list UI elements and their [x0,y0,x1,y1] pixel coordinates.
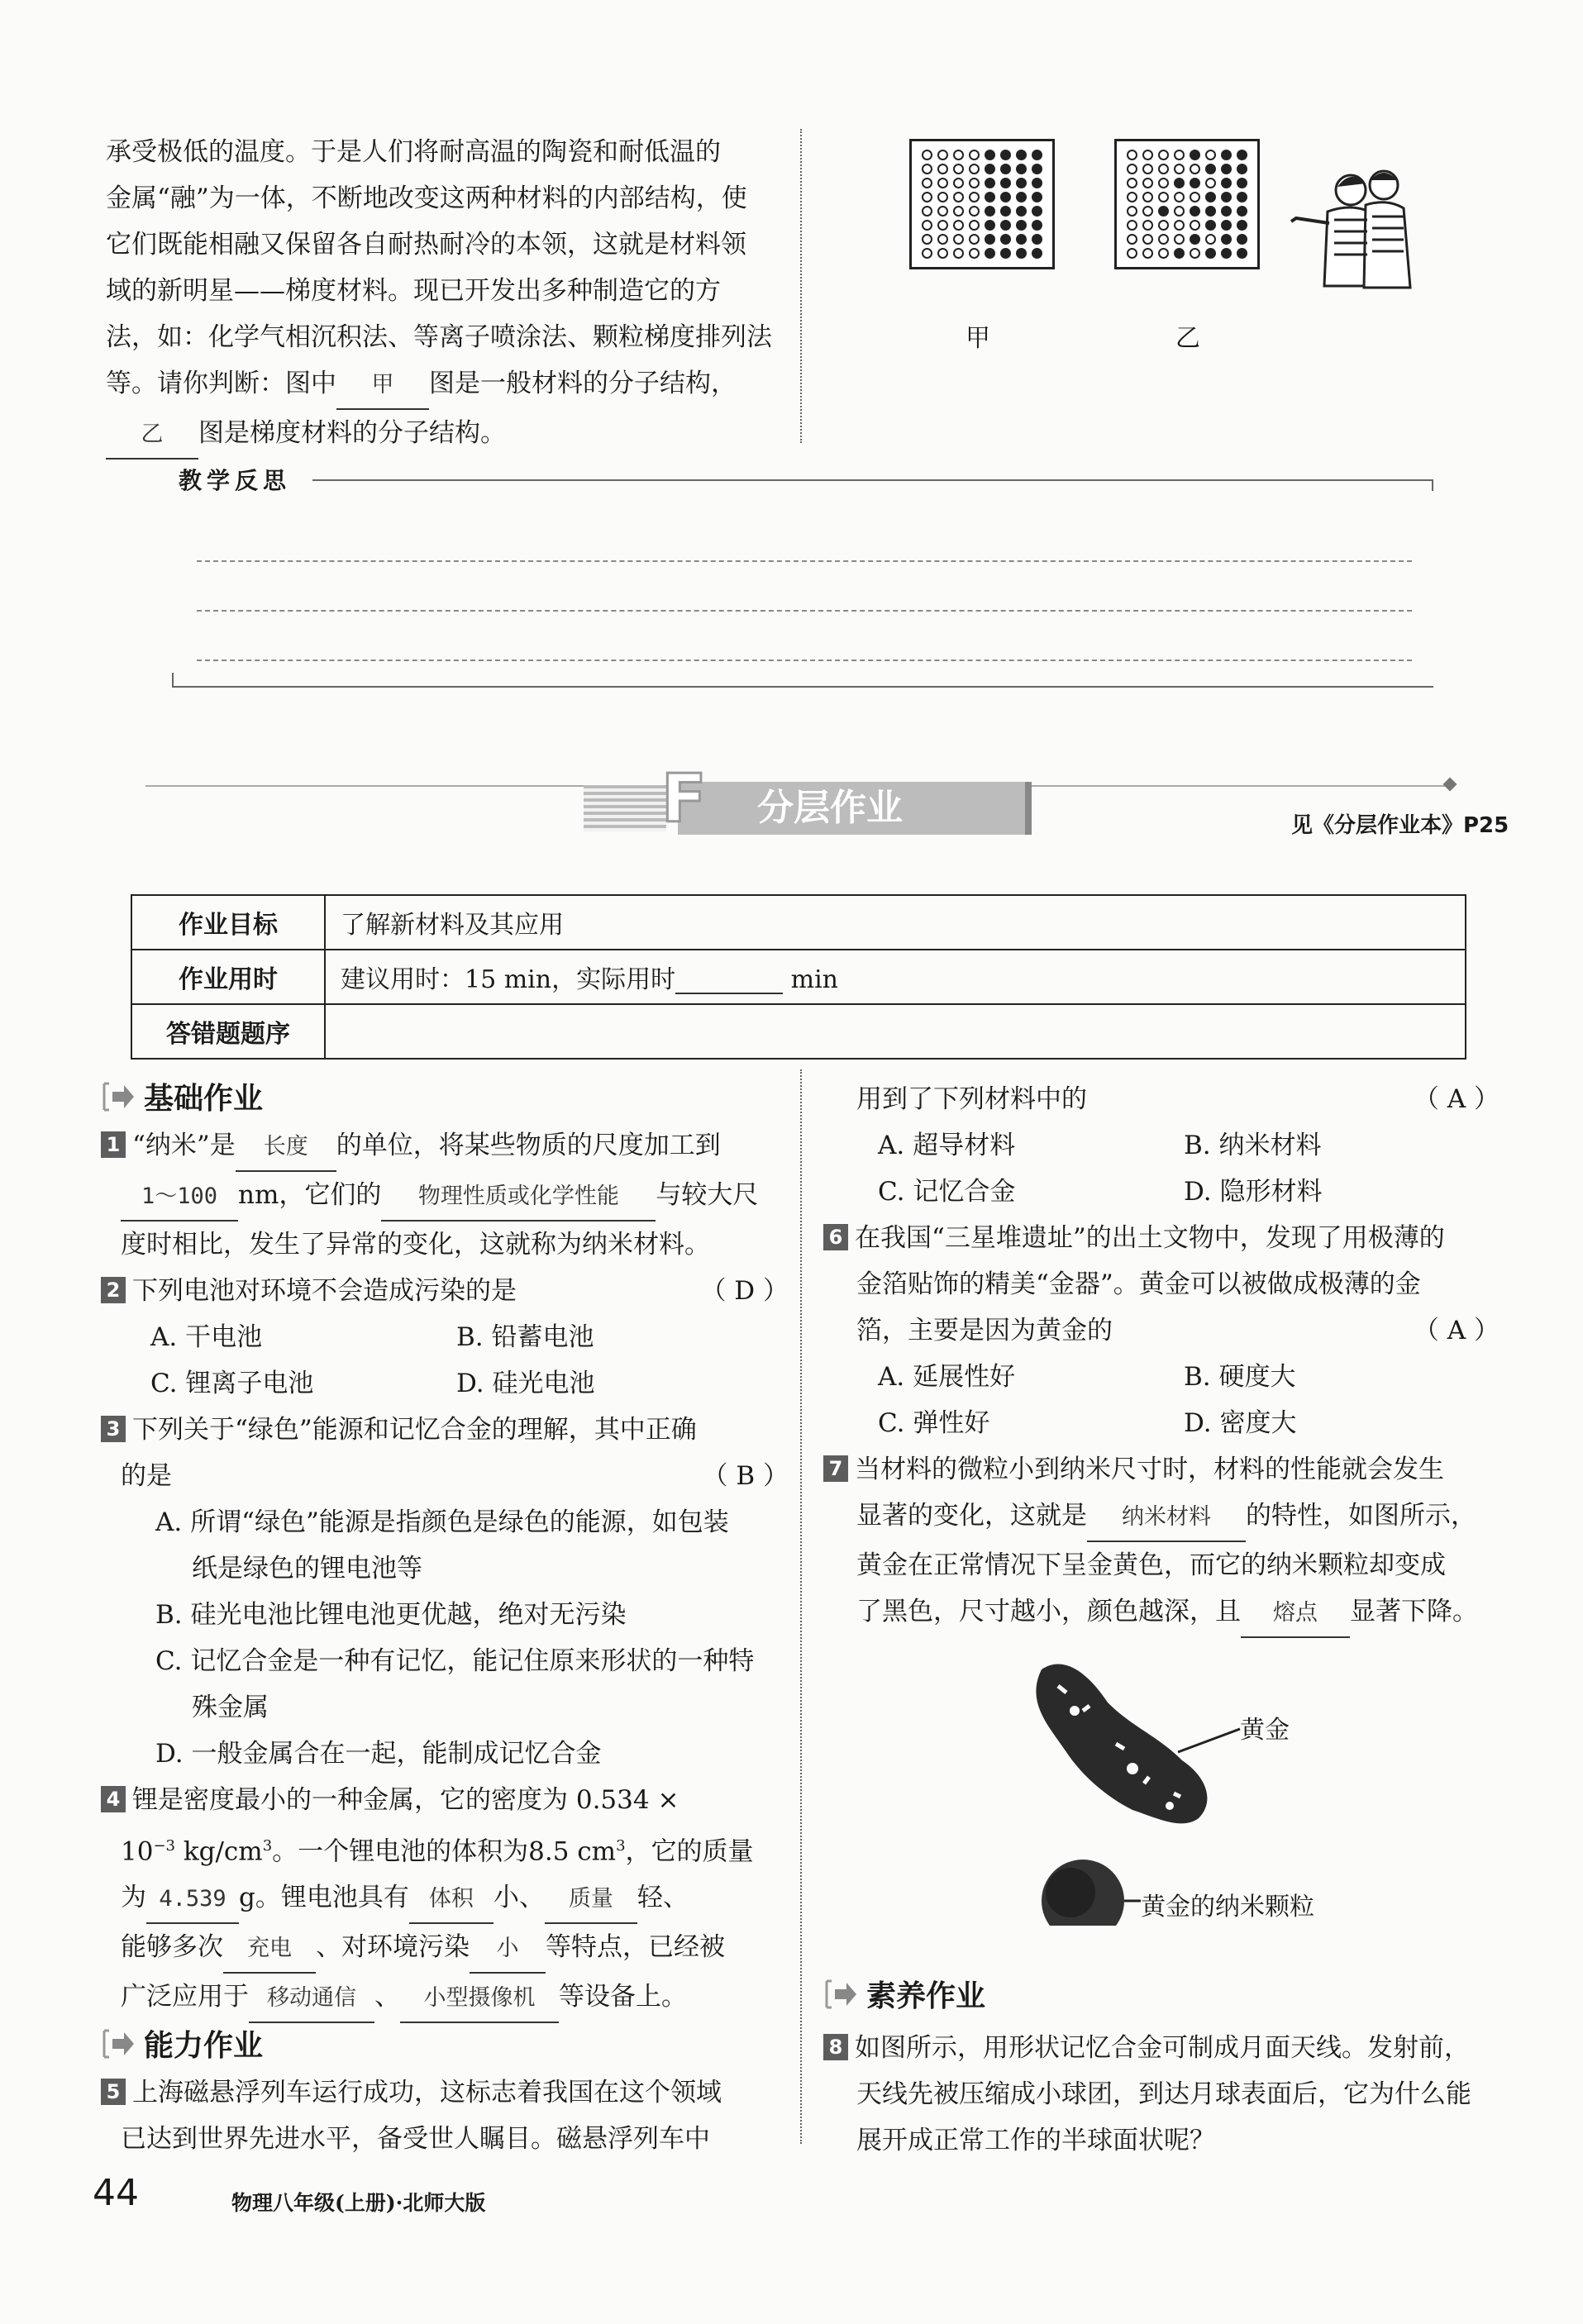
molecule-dot [1237,192,1247,202]
answer-blank: 1～100 [121,1174,238,1222]
molecule-dot [1016,248,1027,259]
molecule-dot [969,192,980,202]
molecule-dot [1032,150,1042,160]
molecule-dot [1016,192,1027,202]
molecule-dot [1190,150,1200,160]
molecule-dot [1190,164,1200,174]
table-row [131,895,1466,950]
option: A. 干电池 [150,1322,263,1352]
molecule-dot [922,220,932,231]
molecule-dot [1190,234,1200,245]
molecule-dot [1000,150,1011,160]
molecule-dot [1205,192,1216,202]
molecule-dot [1032,234,1042,245]
molecule-dot [1000,178,1011,188]
molecule-dot [1205,178,1216,188]
answer-blank: 物理性质或化学性能 [381,1174,656,1222]
molecule-dot [1016,164,1027,174]
molecule-dot [969,178,980,188]
figure-label-gold: 黄金 [1240,1716,1290,1745]
molecule-dot [922,192,932,202]
molecule-dot [985,248,995,259]
molecule-dot [1174,150,1185,160]
question-2: 2 下列电池对环境不会造成污染的是 （ D ） A. 干电池 B. 铅蓄电池 C. 锂离子电池 D. 硅光电池 [101,1268,789,1407]
answer-choice: （ A ） [1413,1084,1500,1114]
molecule-dot [1142,206,1153,217]
molecule-dot [1190,178,1200,188]
answer-blank: 4.539 [146,1876,239,1924]
molecule-dot [1000,248,1011,259]
option: C. 记忆合金是一种有记忆，能记住原来形状的一种特 [155,1646,755,1676]
molecule-dot [1142,150,1153,160]
molecule-dot [953,234,964,245]
molecule-dot [1158,220,1169,231]
molecule-dot [1221,164,1232,174]
literacy-block [823,1974,1500,2164]
molecule-dot [937,220,948,231]
molecule-dot [1000,164,1011,174]
molecule-dot [1158,150,1169,160]
molecule-dot [1158,234,1169,245]
answer-blank: 质量 [545,1876,637,1924]
molecule-dot [1190,220,1200,231]
option: D. 硅光电池 [456,1369,595,1398]
page-number: 44 [93,2172,139,2214]
reflection-title: 教学反思 [179,467,292,494]
molecule-dot [1032,192,1042,202]
molecule-dot [937,178,948,188]
molecule-dot [937,150,948,160]
molecule-dot [1221,220,1232,231]
homework-table [131,894,1466,1060]
molecule-grid-jia [909,139,1055,269]
passage-line: 承受极低的温度。于是人们将耐高温的陶瓷和耐低温的 [106,137,721,167]
molecule-dot [1142,178,1153,188]
molecule-dot [969,206,980,217]
section-literacy: 素养作业 [823,1974,1500,2020]
molecule-dot [953,178,964,188]
molecule-dot [1205,248,1216,259]
option: D. 隐形材料 [1184,1177,1323,1207]
molecule-dot [1174,248,1185,259]
question-5: 5 上海磁悬浮列车运行成功，这标志着我国在这个领域 已达到世界先进水平，备受世人瞩目。磁悬浮列车中 [101,2069,789,2162]
molecule-dot [1221,206,1232,217]
molecule-dot [1032,248,1042,259]
column-divider [800,129,802,443]
answer-blank: 充电 [223,1926,316,1974]
molecule-dot [1190,206,1200,217]
molecule-dot [1174,164,1185,174]
passage [106,129,784,460]
molecule-dot [1221,150,1232,160]
section-arrow-icon [101,2026,137,2062]
molecule-dot [985,164,995,174]
banner-letter-icon: F [661,760,707,837]
table-value: 建议用时：15 min，实际用时 min [325,950,1466,1004]
molecule-dot [985,150,995,160]
banner-title: 分层作业 [757,787,903,829]
option: A. 所谓“绿色”能源是指颜色是绿色的能源，如包装 [155,1507,729,1537]
molecule-dot [1174,220,1185,231]
passage-line: 等。请你判断：图中 甲 图是一般材料的分子结构， [106,360,784,410]
molecule-grid-yi [1114,139,1260,269]
right-column [823,1076,1500,1638]
table-key: 作业目标 [131,895,325,950]
molecule-dot [1158,164,1169,174]
banner-box [678,782,1032,835]
answer-blank: 移动通信 [249,1975,374,2023]
gold-figure [992,1653,1422,1926]
molecule-dot [985,206,995,217]
table-key: 作业用时 [131,950,325,1004]
left-column [101,1076,789,2162]
molecule-dot [1205,234,1216,245]
table-row [131,950,1466,1004]
molecule-dot [1127,150,1137,160]
molecule-dot [1174,192,1185,202]
molecule-dot [1221,234,1232,245]
molecule-dot [1174,234,1185,245]
option: B. 硬度大 [1184,1362,1296,1392]
molecule-dot [1127,178,1137,188]
option: 殊金属 [192,1693,269,1722]
option: A. 超导材料 [878,1131,1016,1160]
passage-line: 金属“融”为一体，不断地改变这两种材料的内部结构，使 [106,183,747,213]
section-ability: 能力作业 [101,2023,789,2069]
molecule-dot [922,164,932,174]
molecule-dot [937,164,948,174]
passage-line: 法，如：化学气相沉积法、等离子喷涂法、颗粒梯度排列法 [106,322,772,352]
question-4: 4 锂是密度最小的一种金属，它的密度为 0.534 × $10^{-3}$ $kg/cm^3$。一个锂电池的体积为8.5 $cm^3$，它的质量 为 4.539 g。锂电池具有 体积 小、 质量 轻、 能够多次 充电 、对环境污染 小 等特点，已经被 广泛应用于 移动通信 、 小型摄像机 等设备上。 [101,1777,789,2023]
option: D. 密度大 [1184,1408,1297,1438]
molecule-dot [969,220,980,231]
molecule-dot [1237,234,1247,245]
molecule-dot [1205,164,1216,174]
people-illustration [1286,162,1427,294]
question-8: 8 如图所示，用形状记忆合金可制成月面天线。发射前， 天线先被压缩成小球团，到达月球表面后，它为什么能 展开成正常工作的半球面状呢？ [823,2025,1500,2164]
molecule-dot [1127,248,1137,259]
molecule-dot [937,248,948,259]
molecule-dot [985,220,995,231]
molecule-dot [969,234,980,245]
molecule-dot [1142,234,1153,245]
section-basic: 基础作业 [101,1076,789,1122]
molecule-dot [1174,178,1185,188]
molecule-dot [1158,192,1169,202]
figure-label-yi: 乙 [1175,324,1200,353]
answer-blank: 体积 [409,1876,493,1924]
option: B. 硅光电池比锂电池更优越，绝对无污染 [155,1600,627,1630]
molecule-dot [1190,248,1200,259]
question-7: 7 当材料的微粒小到纳米尺寸时，材料的性能就会发生 显著的变化，这就是 纳米材料 的特性，如图所示， 黄金在正常情况下呈金黄色，而它的纳米颗粒却变成 了黑色，尺寸越小，颜色越深，且 熔点 显著下降。 [823,1446,1500,1638]
molecule-dot [1158,206,1169,217]
option: B. 纳米材料 [1184,1131,1322,1160]
molecule-dot [969,248,980,259]
molecule-dot [922,234,932,245]
molecule-dot [1205,206,1216,217]
answer-blank: 甲 [336,362,429,410]
molecule-dot [937,206,948,217]
answer-blank: 长度 [236,1124,336,1172]
molecule-dot [1127,220,1137,231]
table-row [131,1004,1466,1059]
banner-diamond [1443,778,1457,792]
figure-label-nano-gold: 黄金的纳米颗粒 [1141,1893,1314,1922]
molecule-dot [969,150,980,160]
molecule-dot [937,192,948,202]
molecule-dot [1237,150,1247,160]
molecule-dot [1142,220,1153,231]
answer-blank: 小型摄像机 [400,1975,559,2023]
molecule-dot [1221,248,1232,259]
answer-choice: （ D ） [700,1276,789,1306]
molecule-dot [1016,206,1027,217]
molecule-dot [953,248,964,259]
molecule-dot [1032,178,1042,188]
molecule-dot [1237,178,1247,188]
actual-time-blank[interactable] [675,968,783,994]
molecule-dot [1190,192,1200,202]
molecule-dot [1237,248,1247,259]
table-value: 了解新材料及其应用 [325,895,1466,950]
molecule-dot [1205,150,1216,160]
molecule-dot [1205,220,1216,231]
question-1: 1 “纳米”是 长度 的单位，将某些物质的尺度加工到 1～100 nm，它们的 物理性质或化学性能 与较大尺 度时相比，发生了异常的变化，这就称为纳米材料。 [101,1122,789,1268]
question-3: 3 下列关于“绿色”能源和记忆合金的理解，其中正确 的是 （ B ） A. 所谓“绿色”能源是指颜色是绿色的能源，如包装 纸是绿色的锂电池等 B. 硅光电池比锂电池更优越，绝对无污染 C. 记忆合金是一种有记忆，能记住原来形状的一种特 殊金属 D. 一般金属合在一起，能制成记忆合金 [101,1407,789,1777]
question-5-cont: 用到了下列材料中的 （ A ） A. 超导材料 B. 纳米材料 C. 记忆合金 D. 隐形材料 [823,1076,1500,1215]
option: C. 弹性好 [878,1408,990,1438]
answer-blank: 小 [470,1926,546,1974]
molecule-dot [1142,192,1153,202]
molecule-dot [1000,206,1011,217]
molecule-dot [922,178,932,188]
answer-blank: 熔点 [1241,1590,1350,1638]
molecule-dot [969,164,980,174]
option: C. 锂离子电池 [150,1369,314,1398]
passage-line: 乙 图是梯度材料的分子结构。 [106,410,784,460]
molecule-dot [1127,206,1137,217]
table-key: 答错题题序 [131,1004,325,1059]
section-arrow-icon [101,1079,137,1115]
molecule-dot [1016,178,1027,188]
molecule-dot [985,178,995,188]
molecule-dot [953,220,964,231]
molecule-dot [953,164,964,174]
molecule-dot [922,248,932,259]
answer-choice: （ A ） [1413,1316,1500,1345]
book-title: 物理八年级(上册)·北师大版 [231,2191,486,2215]
question-6: 6 在我国“三星堆遗址”的出土文物中，发现了用极薄的 金箔贴饰的精美“金器”。黄金可以被做成极薄的金 箔，主要是因为黄金的 （ A ） A. 延展性好 B. 硬度大 C. 弹性好 D. 密度大 [823,1215,1500,1446]
molecule-dot [1142,164,1153,174]
option: C. 记忆合金 [878,1177,1016,1207]
figure-label-jia: 甲 [966,324,990,353]
reflection-box [172,476,1433,689]
molecule-dot [922,206,932,217]
option: D. 一般金属合在一起，能制成记忆合金 [155,1739,602,1769]
answer-choice: （ B ） [702,1461,789,1491]
molecule-dot [937,234,948,245]
workbook-reference: 见《分层作业本》P25 [1291,813,1509,838]
molecule-dot [953,192,964,202]
molecule-dot [1016,220,1027,231]
molecule-dot [1237,164,1247,174]
molecule-dot [1016,150,1027,160]
molecule-dot [1000,220,1011,231]
molecule-dot [985,192,995,202]
section-arrow-icon [823,1976,860,2012]
option: 纸是绿色的锂电池等 [192,1554,422,1583]
molecule-dot [1158,248,1169,259]
molecule-dot [953,206,964,217]
molecule-dot [1221,178,1232,188]
banner-stripes [584,785,666,831]
molecule-dot [1174,206,1185,217]
option: A. 延展性好 [878,1362,1016,1392]
molecule-dot [1032,220,1042,231]
molecule-dot [1142,248,1153,259]
molecule-dot [1237,206,1247,217]
molecule-dot [1000,192,1011,202]
wrong-questions-field[interactable] [325,1004,1466,1059]
molecule-dot [1127,234,1137,245]
molecule-dot [922,150,932,160]
passage-line: 它们既能相融又保留各自耐热耐冷的本领，这就是材料领 [106,230,746,260]
option: B. 铅蓄电池 [456,1322,594,1352]
molecule-dot [953,150,964,160]
column-divider [800,1069,802,2144]
molecule-dot [985,234,995,245]
molecule-dot [1032,206,1042,217]
molecule-dot [1237,220,1247,231]
molecule-dot [1127,192,1137,202]
molecule-dot [1221,192,1232,202]
passage-line: 域的新明星——梯度材料。现已开发出多种制造它的方 [106,276,721,306]
molecule-dot [1016,234,1027,245]
molecule-dot [1127,164,1137,174]
molecule-dot [1158,178,1169,188]
answer-blank: 乙 [106,412,198,460]
answer-blank: 纳米材料 [1087,1494,1246,1542]
molecule-dot [1000,234,1011,245]
molecule-dot [1032,164,1042,174]
